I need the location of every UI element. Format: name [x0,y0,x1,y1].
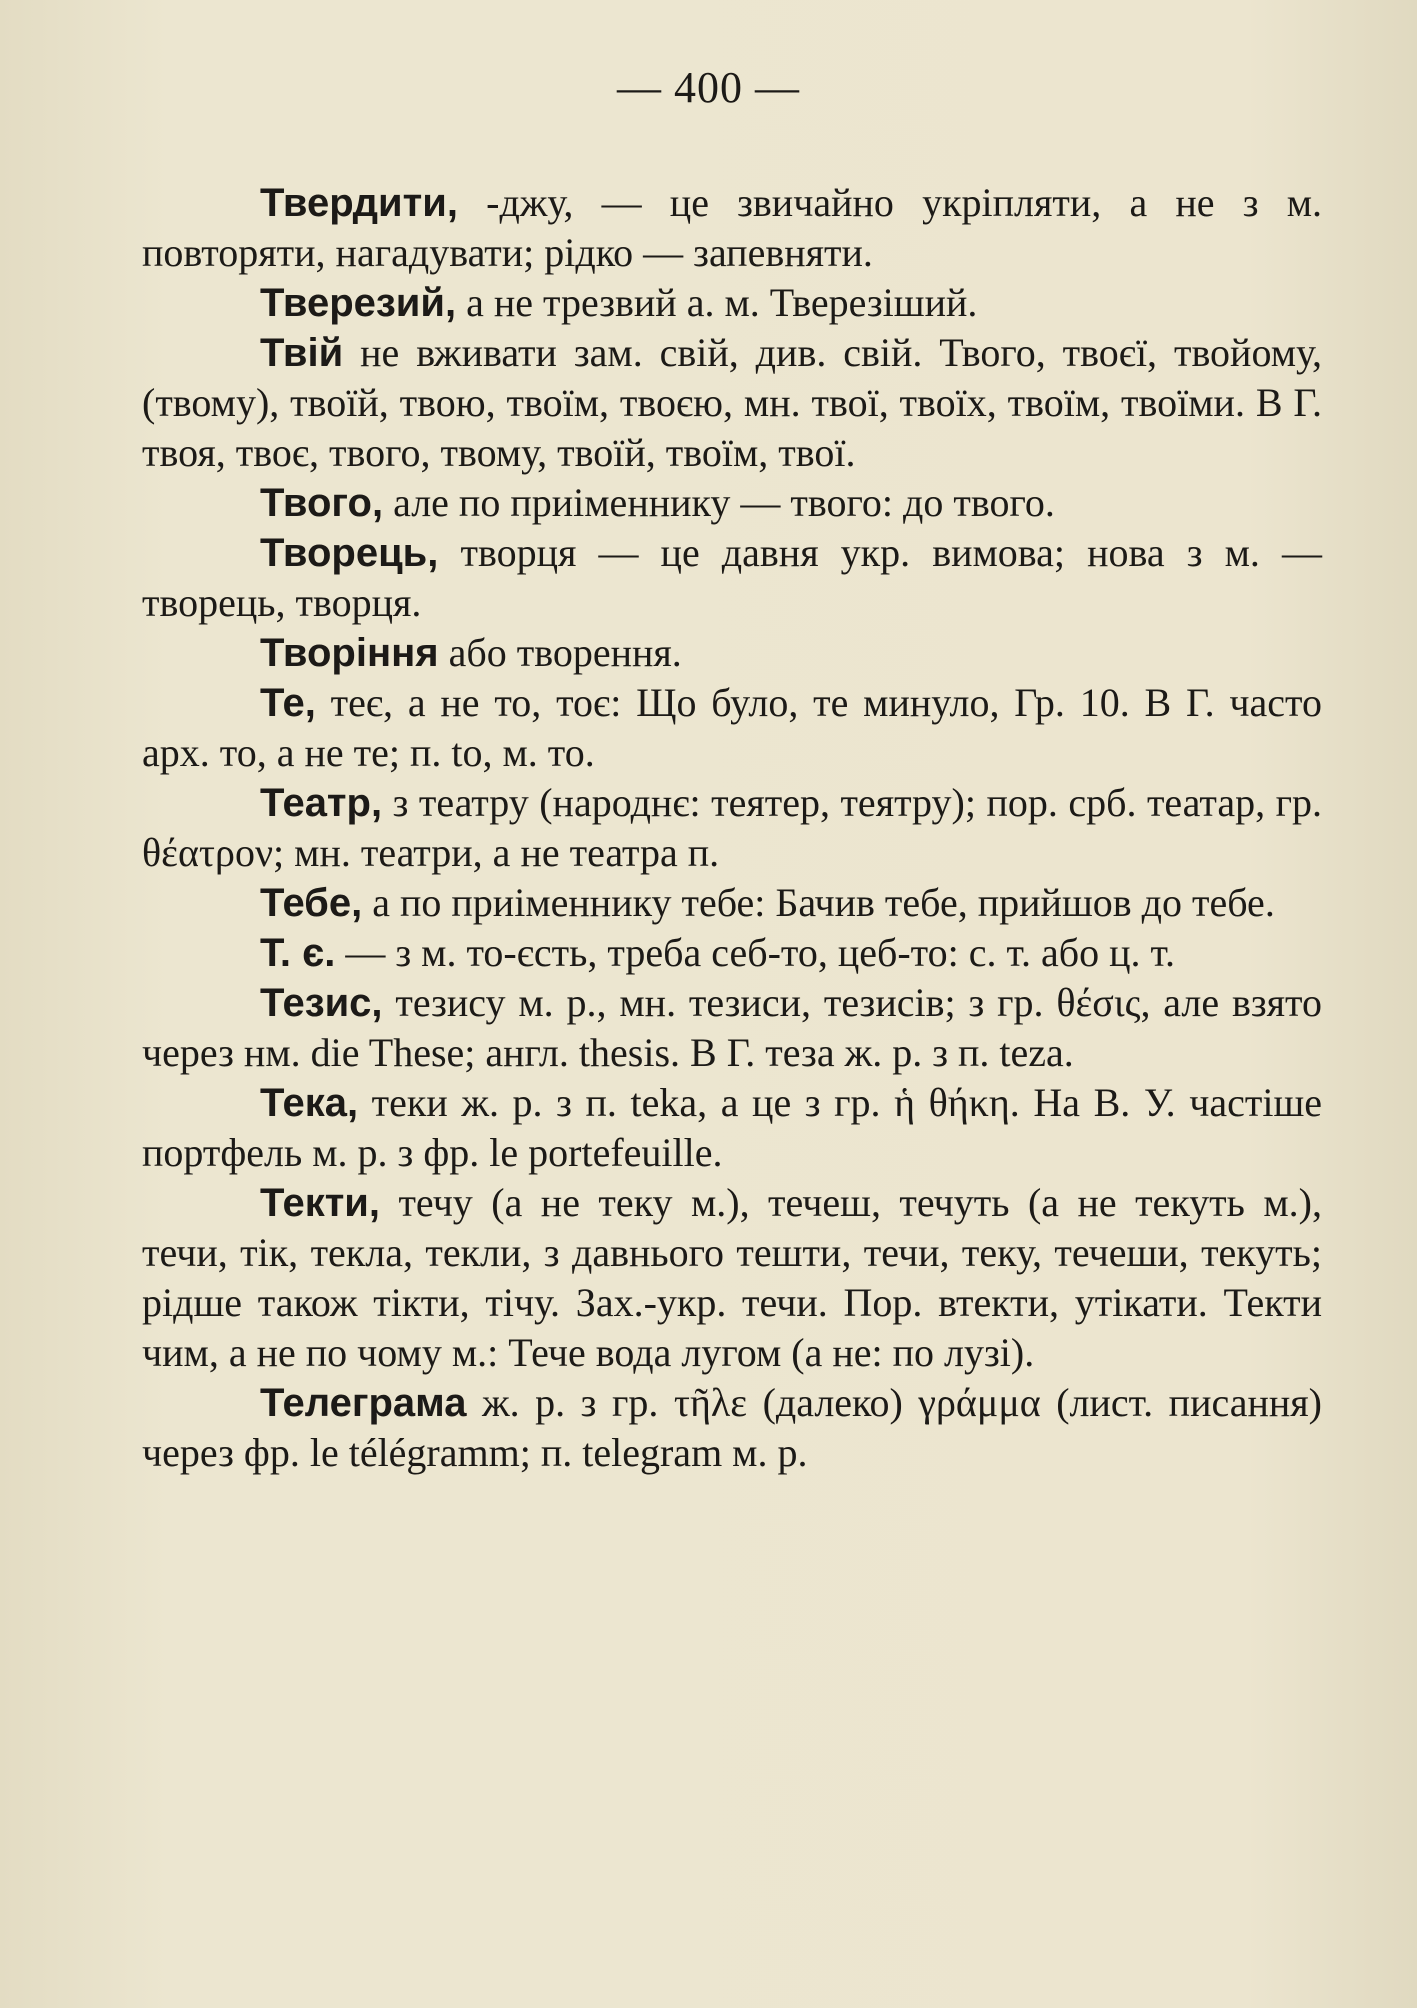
entry-headword: Телеграма [260,1381,467,1425]
page-number: — 400 — [617,63,800,112]
entry-headword: Тебе, [260,881,363,925]
dictionary-entry [142,778,1322,878]
entry-body: а не трезвий а. м. Тверезіший. [466,280,978,325]
dictionary-entry [142,1178,1322,1378]
entry-headword: Творець, [260,531,439,575]
entry-body: не вживати зам. свій, див. свій. Твого, твоєї, твойому, (твому), твоїй, твою, твоїм, твоєю, мн. твої, твоїх, твоїм, твоїми. В Г. твоя, твоє, твого, твому, твоїй, твоїм, твої. [142,330,1323,475]
dictionary-entry [142,678,1322,778]
dictionary-entry [142,878,1322,928]
entry-body: теки ж. р. з п. teka, а це з гр. ἡ θήκη. На В. У. частіше портфель м. р. з фр. le portefeuille. [142,1080,1323,1175]
entry-headword: Театр, [260,781,383,825]
dictionary-entry [142,1078,1322,1178]
entry-body: теє, а не то, тоє: Що було, те минуло, Гр. 10. В Г. часто арх. то, а не те; п. to, м. то. [142,680,1322,775]
entry-body: ж. р. з гр. τῆλε (далеко) γράμμα (лист. писання) через фр. le télégramm; п. telegram м. р. [142,1380,1323,1475]
entry-headword: Твого, [260,481,384,525]
dictionary-entry [142,478,1322,528]
dictionary-entry [142,1378,1322,1478]
entry-headword: Т. є. [260,931,336,975]
entry-body: а по приіменнику тебе: Бачив тебе, прийшов до тебе. [372,880,1275,925]
dictionary-entry [142,978,1322,1078]
entry-headword: Тверезий, [260,281,457,325]
entry-body: з театру (народнє: теятер, теятру); пор. срб. театар, гр. θέατρον; мн. театри, а не театра п. [142,780,1323,875]
entry-headword: Твій [260,331,344,375]
entry-body: — з м. то-єсть, треба себ-то, цеб-то: с. т. або ц. т. [345,930,1175,975]
dictionary-text [142,178,1322,1478]
dictionary-entry [142,178,1322,278]
dictionary-entry [142,628,1322,678]
entry-headword: Те, [260,681,316,725]
entry-headword: Текти, [260,1181,380,1225]
entry-headword: Творіння [260,631,439,675]
entry-body: тезису м. р., мн. тезиси, тезисів; з гр. θέσις, але взято через нм. die These; англ. thesis. В Г. теза ж. р. з п. teza. [142,980,1323,1075]
dictionary-entry [142,928,1322,978]
entry-headword: Тезис, [260,981,383,1025]
entry-body: -джу, — це звичайно укріпляти, а не з м. повторяти, нагадувати; рідко — запевняти. [142,180,1323,275]
entry-body: течу (а не теку м.), течеш, течуть (а не текуть м.), течи, тік, текла, текли, з давнього тешти, течи, теку, течеши, текуть; рідше також тікти, тічу. Зах.-укр. течи. Пор. втекти, утікати. Текти чим, а не по чому м.: Тече вода лугом (а не: по лузі). [142,1180,1322,1375]
dictionary-entry [142,278,1322,328]
dictionary-entry [142,528,1322,628]
entry-body: або творення. [448,630,682,675]
dictionary-entry [142,328,1322,478]
entry-body: творця — це давня укр. вимова; нова з м. — творець, творця. [142,530,1322,625]
entry-body: але по приіменнику — твого: до твого. [393,480,1055,525]
entry-headword: Твердити, [260,181,458,225]
entry-headword: Тека, [260,1081,359,1125]
